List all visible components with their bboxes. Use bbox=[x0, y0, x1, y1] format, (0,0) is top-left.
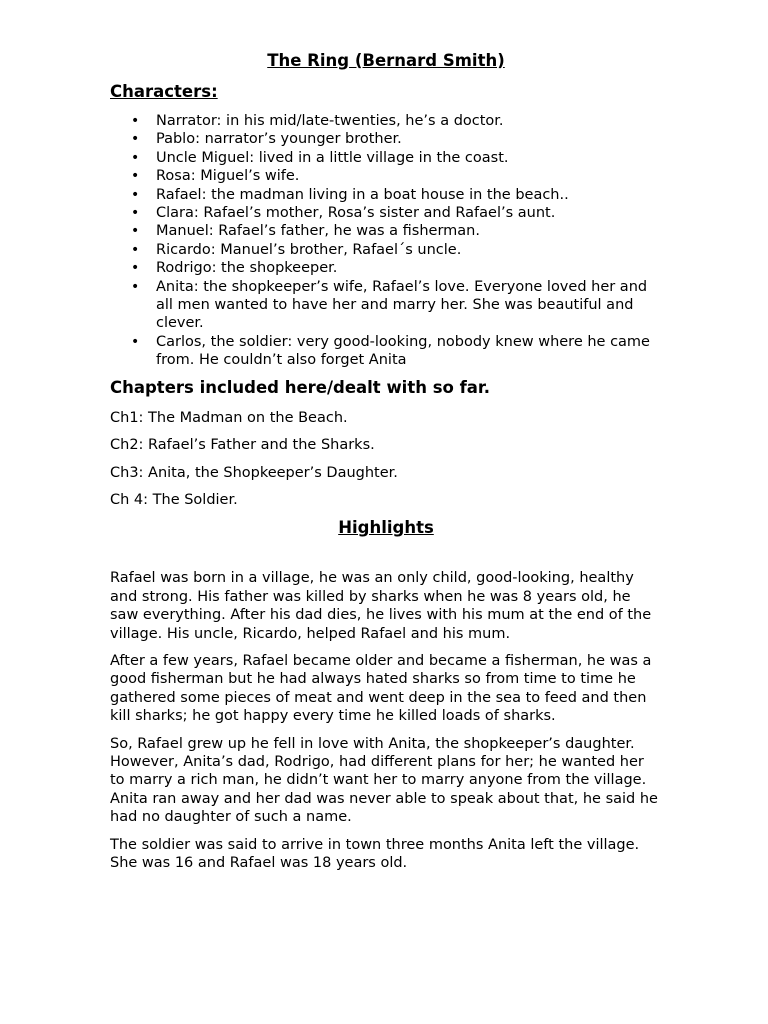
list-item bbox=[110, 149, 662, 167]
bullet-icon: • bbox=[131, 260, 140, 277]
character-text: Pablo: narrator’s younger brother. bbox=[156, 131, 402, 148]
list-item bbox=[110, 112, 662, 130]
bullet-icon: • bbox=[131, 168, 140, 185]
character-text: Anita: the shopkeeper’s wife, Rafael’s love. Everyone loved her and all men wanted to have her and marry her. She was beautiful and clever. bbox=[156, 278, 648, 332]
document-page bbox=[110, 50, 662, 872]
chapter-item: Ch2: Rafael’s Father and the Sharks. bbox=[110, 437, 375, 454]
character-text: Ricardo: Manuel’s brother, Rafael´s uncle. bbox=[156, 241, 462, 258]
characters-list bbox=[110, 112, 662, 370]
bullet-icon: • bbox=[131, 113, 140, 129]
bullet-icon: • bbox=[131, 131, 140, 148]
bullet-icon: • bbox=[131, 186, 140, 203]
character-text: Carlos, the soldier: very good-looking, nobody knew where he came from. He couldn’t also forget Anita bbox=[156, 333, 650, 369]
highlight-paragraph: So, Rafael grew up he fell in love with Anita, the shopkeeper’s daughter. However, Anita’s dad, Rodrigo, had different plans for her; he wanted her to marry a rich man, he didn’t want her to marry anyone from the village. Anita ran away and her dad was never able to speak about that, he said he had no daughter of such a name. bbox=[110, 735, 658, 826]
bullet-icon: • bbox=[131, 241, 140, 258]
character-text: Manuel: Rafael’s father, he was a fisherman. bbox=[156, 223, 480, 240]
chapter-item: Ch3: Anita, the Shopkeeper’s Daughter. bbox=[110, 464, 398, 481]
character-text: Rodrigo: the shopkeeper. bbox=[156, 260, 338, 277]
character-text: Uncle Miguel: lived in a little village in the coast. bbox=[156, 149, 509, 166]
character-text: Rosa: Miguel’s wife. bbox=[156, 168, 300, 185]
list-item bbox=[110, 130, 662, 148]
list-item bbox=[110, 333, 662, 370]
list-item bbox=[110, 186, 662, 204]
character-text: Clara: Rafael’s mother, Rosa’s sister and Rafael’s aunt. bbox=[156, 205, 556, 222]
list-item bbox=[110, 278, 662, 333]
list-item bbox=[110, 259, 662, 277]
chapter-item: Ch 4: The Soldier. bbox=[110, 491, 238, 508]
character-text: Narrator: in his mid/late-twenties, he’s a doctor. bbox=[156, 113, 504, 129]
document-title: The Ring (Bernard Smith) bbox=[267, 51, 505, 70]
chapters-heading: Chapters included here/dealt with so far. bbox=[110, 377, 490, 397]
highlights-heading: Highlights bbox=[338, 518, 434, 538]
chapter-item: Ch1: The Madman on the Beach. bbox=[110, 409, 348, 426]
list-item bbox=[110, 167, 662, 185]
highlight-paragraph: After a few years, Rafael became older and became a fisherman, he was a good fisherman but he had always hated sharks so from time to time he gathered some pieces of meat and went deep in the sea to feed and then kill sharks; he got happy every time he killed loads of sharks. bbox=[110, 652, 652, 725]
highlight-paragraph: The soldier was said to arrive in town three months Anita left the village. She was 16 and Rafael was 18 years old. bbox=[110, 836, 640, 871]
list-item bbox=[110, 204, 662, 222]
bullet-icon: • bbox=[131, 333, 140, 350]
list-item bbox=[110, 222, 662, 240]
bullet-icon: • bbox=[131, 149, 140, 166]
characters-heading: Characters: bbox=[110, 82, 218, 101]
highlight-paragraph: Rafael was born in a village, he was an only child, good-looking, healthy and strong. His father was killed by sharks when he was 8 years old, he saw everything. After his dad dies, he lives with his mum at the end of the village. His uncle, Ricardo, helped Rafael and his mum. bbox=[110, 570, 652, 642]
bullet-icon: • bbox=[131, 223, 140, 240]
bullet-icon: • bbox=[131, 205, 140, 222]
bullet-icon: • bbox=[131, 278, 140, 295]
list-item bbox=[110, 241, 662, 259]
character-text: Rafael: the madman living in a boat house in the beach.. bbox=[156, 186, 569, 203]
